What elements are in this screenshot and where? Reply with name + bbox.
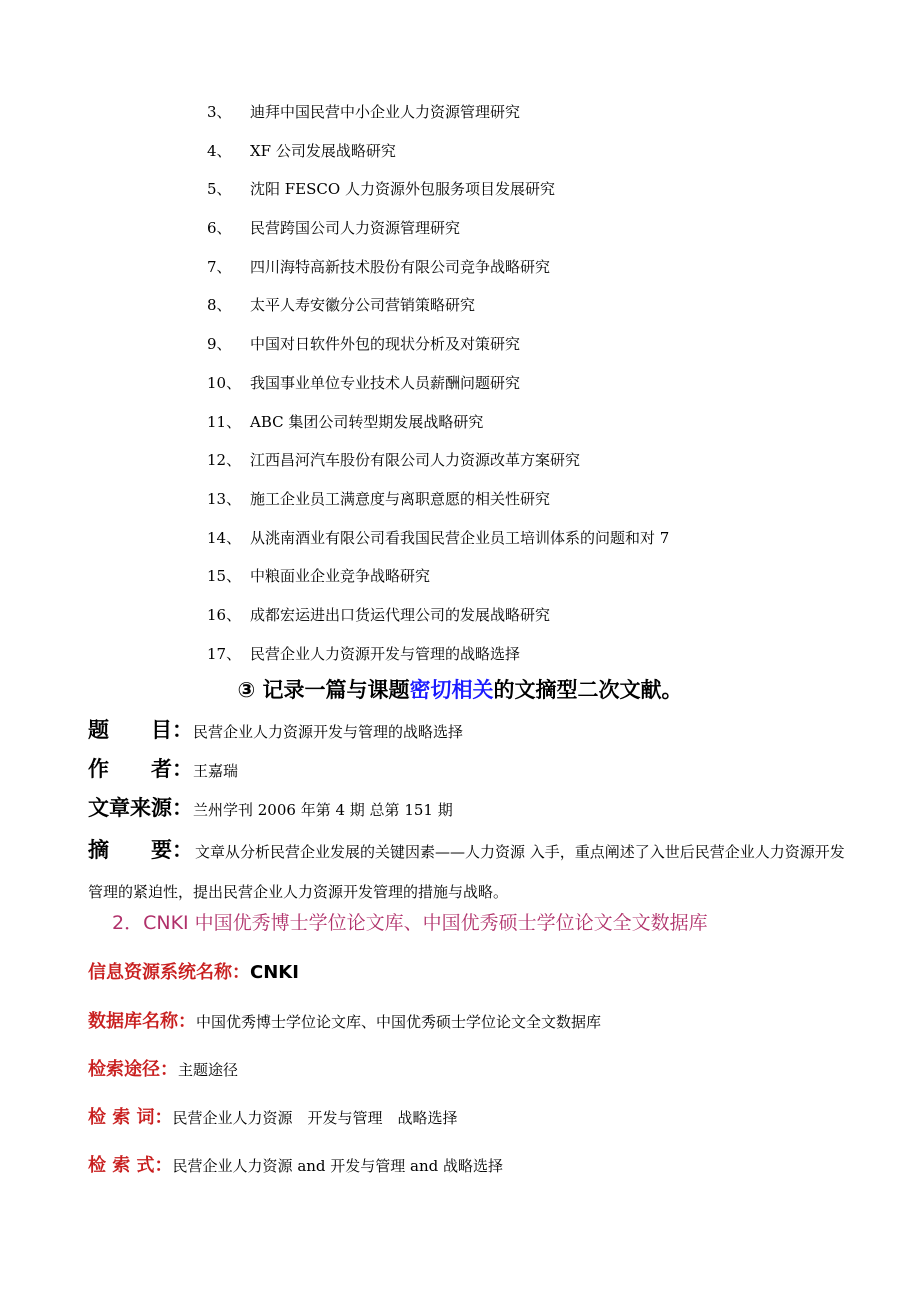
info-expression-row: [88, 1151, 503, 1177]
item-number: 17、: [207, 644, 242, 663]
info-terms-row: [88, 1103, 458, 1129]
item-title: 中粮面业企业竞争战略研究: [250, 567, 431, 586]
record-author-value: 王嘉瑞: [193, 762, 239, 780]
list-item: [0, 406, 920, 445]
item-number: 9、: [207, 335, 232, 354]
item-number: 8、: [207, 296, 232, 315]
list-item: [0, 367, 920, 406]
section-2-title: 2．CNKI 中国优秀博士学位论文库、中国优秀硕士学位论文全文数据库: [112, 912, 708, 934]
record-title-label: 题 目：: [88, 718, 193, 742]
list-item: [0, 212, 920, 251]
heading-suffix: 的文摘型二次文献。: [493, 678, 683, 702]
info-system-row: [88, 958, 299, 984]
list-item: [0, 289, 920, 328]
item-title: 太平人寿安徽分公司营销策略研究: [250, 296, 476, 315]
info-system-label: 信息资源系统名称：: [88, 962, 250, 983]
item-title: 四川海特高新技术股份有限公司竞争战略研究: [250, 257, 551, 276]
info-path-row: [88, 1055, 238, 1081]
info-system-value: CNKI: [250, 962, 299, 983]
list-item: [0, 251, 920, 290]
item-title: 我国事业单位专业技术人员薪酬问题研究: [250, 373, 521, 392]
item-title: 中国对日软件外包的现状分析及对策研究: [250, 335, 521, 354]
record-source-value: 兰州学刊 2006 年第 4 期 总第 151 期: [193, 801, 453, 819]
item-number: 7、: [207, 257, 232, 276]
list-item: [0, 328, 920, 367]
item-title: 民营企业人力资源开发与管理的战略选择: [250, 644, 521, 663]
list-item: [0, 599, 920, 638]
record-abstract-label: 摘 要：: [88, 838, 193, 862]
item-number: 10、: [207, 373, 242, 392]
item-number: 11、: [207, 412, 242, 431]
list-item: [0, 638, 920, 677]
item-title: 施工企业员工满意度与离职意愿的相关性研究: [250, 489, 551, 508]
list-item: [0, 135, 920, 174]
item-title: 民营跨国公司人力资源管理研究: [250, 219, 461, 238]
info-terms-label: 检 索 词：: [88, 1107, 173, 1128]
reference-list: [0, 96, 920, 676]
item-title: 江西昌河汽车股份有限公司人力资源改革方案研究: [250, 451, 581, 470]
info-path-label: 检索途径：: [88, 1059, 178, 1080]
info-path-value: 主题途径: [178, 1061, 239, 1079]
item-number: 13、: [207, 489, 242, 508]
list-item: [0, 96, 920, 135]
item-title: 沈阳 FESCO 人力资源外包服务项目发展研究: [250, 180, 555, 199]
info-terms-value: 民营企业人力资源 开发与管理 战略选择: [172, 1109, 458, 1127]
item-number: 16、: [207, 605, 242, 624]
record-abstract: [88, 830, 848, 912]
item-number: 14、: [207, 528, 242, 547]
info-expression-label: 检 索 式：: [88, 1155, 173, 1176]
item-title: 成都宏运进出口货运代理公司的发展战略研究: [250, 605, 551, 624]
record-author-row: [88, 753, 238, 783]
list-item: [0, 483, 920, 522]
item-title: 迪拜中国民营中小企业人力资源管理研究: [250, 103, 521, 121]
item-title: 从洮南酒业有限公司看我国民营企业员工培训体系的问题和对 7: [250, 528, 670, 547]
list-item: [0, 173, 920, 212]
section-heading: [0, 674, 920, 706]
list-item: [0, 522, 920, 561]
heading-prefix: ③ 记录一篇与课题: [237, 678, 410, 702]
record-source-row: [88, 792, 453, 822]
info-database-label: 数据库名称：: [88, 1011, 196, 1032]
list-item: [0, 560, 920, 599]
item-title: XF 公司发展战略研究: [250, 141, 396, 160]
record-abstract-value: 文章从分析民营企业发展的关键因素——人力资源 入手，重点阐述了入世后民营企业人力资源开发管理的紧迫性，提出民营企业人力资源开发管理的措施与战略。: [88, 843, 845, 901]
info-database-value: 中国优秀博士学位论文库、中国优秀硕士学位论文全文数据库: [196, 1013, 602, 1031]
item-number: 6、: [207, 219, 232, 238]
item-number: 15、: [207, 567, 242, 586]
list-item: [0, 444, 920, 483]
item-number: 5、: [207, 180, 232, 199]
item-number: 12、: [207, 451, 242, 470]
item-number: 3、: [207, 103, 232, 121]
info-expression-value: 民营企业人力资源 and 开发与管理 and 战略选择: [172, 1157, 504, 1175]
record-source-label: 文章来源：: [88, 796, 193, 820]
record-title-row: [88, 714, 463, 744]
record-title-value: 民营企业人力资源开发与管理的战略选择: [193, 723, 464, 741]
record-author-label: 作 者：: [88, 757, 193, 781]
heading-highlight: 密切相关: [409, 678, 494, 702]
info-database-row: [88, 1007, 601, 1033]
item-title: ABC 集团公司转型期发展战略研究: [250, 412, 484, 431]
item-number: 4、: [207, 141, 232, 160]
